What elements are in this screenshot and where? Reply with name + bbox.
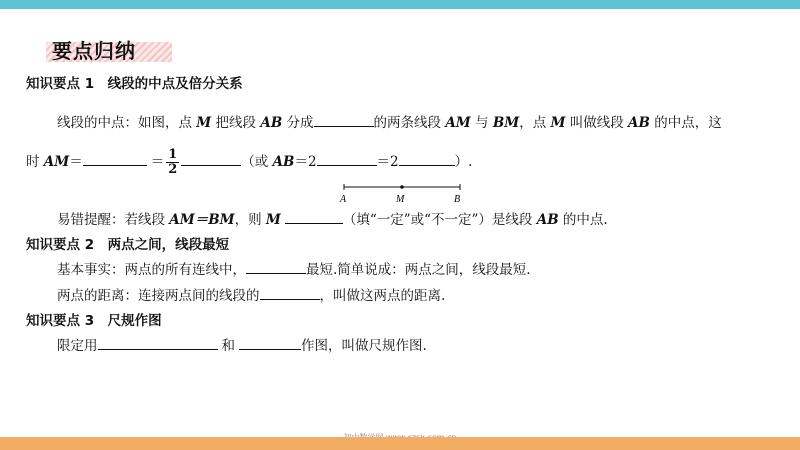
text: 的中点，这	[649, 115, 722, 131]
text: 线段的中点：如图，点	[57, 115, 197, 131]
knowledge-point-2-heading: 知识要点 2 两点之间，线段最短	[26, 237, 230, 253]
distance-definition-line	[57, 286, 445, 306]
text: 限定用	[57, 338, 98, 354]
text: 作图，叫做尺规作图.	[301, 338, 427, 354]
label-M: M	[396, 194, 405, 205]
var-AB: AB	[628, 115, 650, 131]
midpoint-definition-line-2	[26, 148, 472, 177]
text: （或	[241, 154, 273, 170]
knowledge-point-3-heading: 知识要点 3 尺规作图	[26, 313, 162, 329]
fill-blank-9[interactable]	[98, 336, 218, 350]
fill-blank-5[interactable]	[399, 152, 455, 166]
var-AM: AM	[43, 154, 70, 170]
fill-blank-10[interactable]	[239, 336, 301, 350]
text: ，则	[234, 212, 266, 228]
var-M: M	[265, 212, 281, 228]
fraction-numerator: 1	[168, 147, 178, 162]
label-A: A	[340, 194, 347, 205]
text: 的两条线段	[373, 115, 446, 131]
fraction-denominator: 2	[168, 162, 178, 177]
fill-blank-7[interactable]	[246, 260, 306, 274]
var-AB: AB	[536, 212, 559, 228]
var-M: M	[196, 115, 212, 131]
fill-blank-3[interactable]	[181, 152, 241, 166]
fraction-one-half	[166, 148, 179, 177]
var-M: M	[550, 115, 566, 131]
text: 最短.简单说成：两点之间，线段最短.	[306, 262, 531, 278]
top-accent-bar	[0, 0, 800, 9]
text: 基本事实：两点的所有连线中，	[57, 262, 246, 278]
label-B: B	[454, 194, 461, 205]
text: 把线段	[211, 115, 261, 131]
var-AB: AB	[272, 154, 295, 170]
ruler-compass-line	[57, 336, 427, 356]
var-AM-eq-BM: AM＝BM	[169, 212, 235, 228]
text: 易错提醒：若线段	[57, 212, 170, 228]
text: ＝2	[376, 154, 399, 170]
text: 的中点.	[558, 212, 608, 228]
common-mistake-tip	[57, 210, 608, 230]
text: 叫做线段	[565, 115, 629, 131]
text: （填“一定”或“不一定”）是线段	[342, 212, 537, 228]
section-title-text: 要点归纳	[52, 39, 136, 63]
var-BM: BM	[492, 115, 520, 131]
text: ）.	[454, 154, 473, 170]
text: 两点的距离：连接两点间的线段的	[57, 288, 260, 304]
equals-sign: ＝	[69, 154, 83, 170]
fill-blank-1[interactable]	[314, 113, 374, 127]
fill-blank-6[interactable]	[285, 210, 343, 224]
basic-fact-line	[57, 260, 531, 280]
text: 与	[470, 115, 493, 131]
text: ＝2	[294, 154, 317, 170]
text: 时	[26, 154, 44, 170]
knowledge-point-1-heading: 知识要点 1 线段的中点及倍分关系	[26, 76, 243, 92]
fill-blank-2[interactable]	[83, 152, 147, 166]
fill-blank-8[interactable]	[260, 286, 320, 300]
var-AM: AM	[445, 115, 471, 131]
text: 分成	[282, 115, 314, 131]
text: 和	[221, 338, 235, 354]
midpoint-M-dot	[400, 185, 404, 189]
midpoint-definition-line-1	[57, 113, 722, 133]
section-title	[46, 38, 172, 64]
equals-sign: ＝	[150, 154, 165, 170]
fill-blank-4[interactable]	[317, 152, 377, 166]
segment-diagram	[335, 182, 470, 206]
text: ，点	[519, 115, 551, 131]
bottom-accent-bar	[0, 437, 800, 450]
text: ，叫做这两点的距离.	[319, 288, 446, 304]
var-AB: AB	[260, 115, 283, 131]
